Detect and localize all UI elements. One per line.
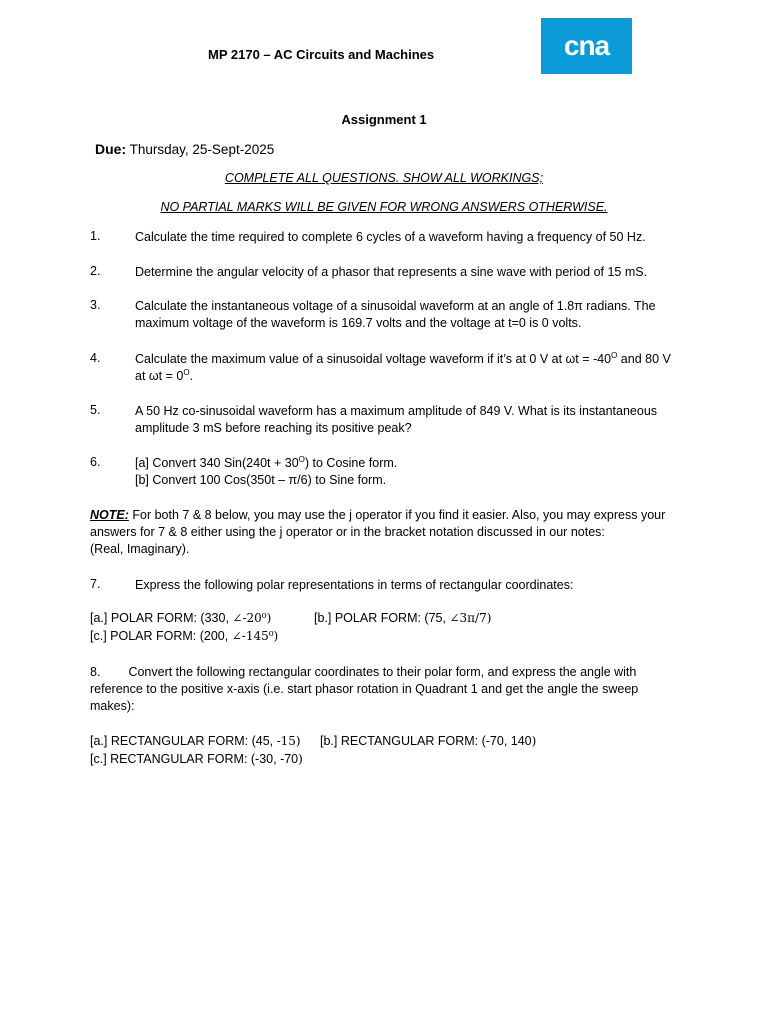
course-title: MP 2170 – AC Circuits and Machines [208,47,435,62]
polar-angle: ∠3π/7) [449,611,492,625]
question-text-part: and 80 V at ωt = 0 [135,352,671,383]
degree-mark: O [298,454,305,464]
question-text: Convert the following rectangular coordinates to their polar form, and express the angle with reference to the positive x-axis (i.e. start phasor rotation in Quadrant 1 and get the angle the sweep makes): [90,665,639,713]
rect-value: -15) [276,734,301,748]
due-label: Due: [95,141,127,157]
rect-item-b [320,734,536,748]
question-text [135,455,680,489]
question-text-part: [a] Convert 340 Sin(240t + 30 [135,456,299,470]
polar-label: [b.] POLAR FORM: (75, [314,611,450,625]
rect-value: ) [298,752,303,766]
rect-value: ) [531,734,537,748]
rect-label: [a.] RECTANGULAR FORM: (45, [90,734,277,748]
question-number: 3. [90,298,101,312]
question-number: 4. [90,351,101,365]
note-text-2: (Real, Imaginary). [90,542,190,556]
rect-item-a [90,734,301,748]
degree-mark: O [611,350,618,360]
question-text: Determine the angular velocity of a phasor that represents a sine wave with period of 15 mS. [135,265,648,279]
question-number: 1. [90,229,101,243]
question-number: 8. [90,665,101,679]
note-label: NOTE: [90,508,129,522]
question-number: 6. [90,455,101,469]
question-line-b: [b] Convert 100 Cos(350t – π/6) to Sine form. [135,473,387,487]
question-number: 2. [90,264,101,278]
rect-label: [b.] RECTANGULAR FORM: (-70, 140 [320,734,532,748]
polar-label: [a.] POLAR FORM: (330, [90,611,233,625]
rect-label: [c.] RECTANGULAR FORM: (-30, -70 [90,752,299,766]
polar-angle: ∠-20⁰) [232,611,272,625]
question-text-part: Calculate the maximum value of a sinusoidal voltage waveform if it’s at 0 V at ωt = -40 [135,352,612,366]
question-number: 7. [90,577,101,591]
due-date [95,141,274,157]
question-text: Express the following polar representations in terms of rectangular coordinates: [135,578,574,592]
question-text [135,351,680,385]
polar-item-a [90,611,271,625]
polar-item-b [314,611,491,625]
question-text-part: ) to Cosine form. [304,456,398,470]
note-paragraph [90,507,680,558]
polar-label: [c.] POLAR FORM: (200, [90,629,232,643]
question-number: 5. [90,403,101,417]
cna-logo: cna [541,18,632,74]
rect-item-c [90,752,303,766]
polar-item-c [90,629,278,643]
degree-mark: O [183,367,190,377]
note-text: For both 7 & 8 below, you may use the j operator if you find it easier. Also, you may express your answers for 7 & 8 either using the j operator or in the bracket notation discussed in our notes: [90,508,666,539]
polar-angle: ∠-145⁰) [231,629,279,643]
instruction-line-2: NO PARTIAL MARKS WILL BE GIVEN FOR WRONG ANSWERS OTHERWISE. [160,200,608,214]
question-line-a [135,455,680,472]
question-text: Calculate the time required to complete 6 cycles of a waveform having a frequency of 50 Hz. [135,230,646,244]
question-text: Calculate the instantaneous voltage of a sinusoidal waveform at an angle of 1.8π radians. The maximum voltage of the waveform is 169.7 volts and the voltage at t=0 is 0 volts. [135,299,656,330]
due-value: Thursday, 25-Sept-2025 [129,142,275,157]
question-text: A 50 Hz co-sinusoidal waveform has a maximum amplitude of 849 V. What is its instantaneous amplitude 3 mS before reaching its positive peak? [135,404,658,435]
question-text-part: . [189,369,194,383]
assignment-title: Assignment 1 [341,112,427,127]
question-8 [90,664,680,715]
instruction-line-1: COMPLETE ALL QUESTIONS. SHOW ALL WORKINGS; [224,171,544,185]
